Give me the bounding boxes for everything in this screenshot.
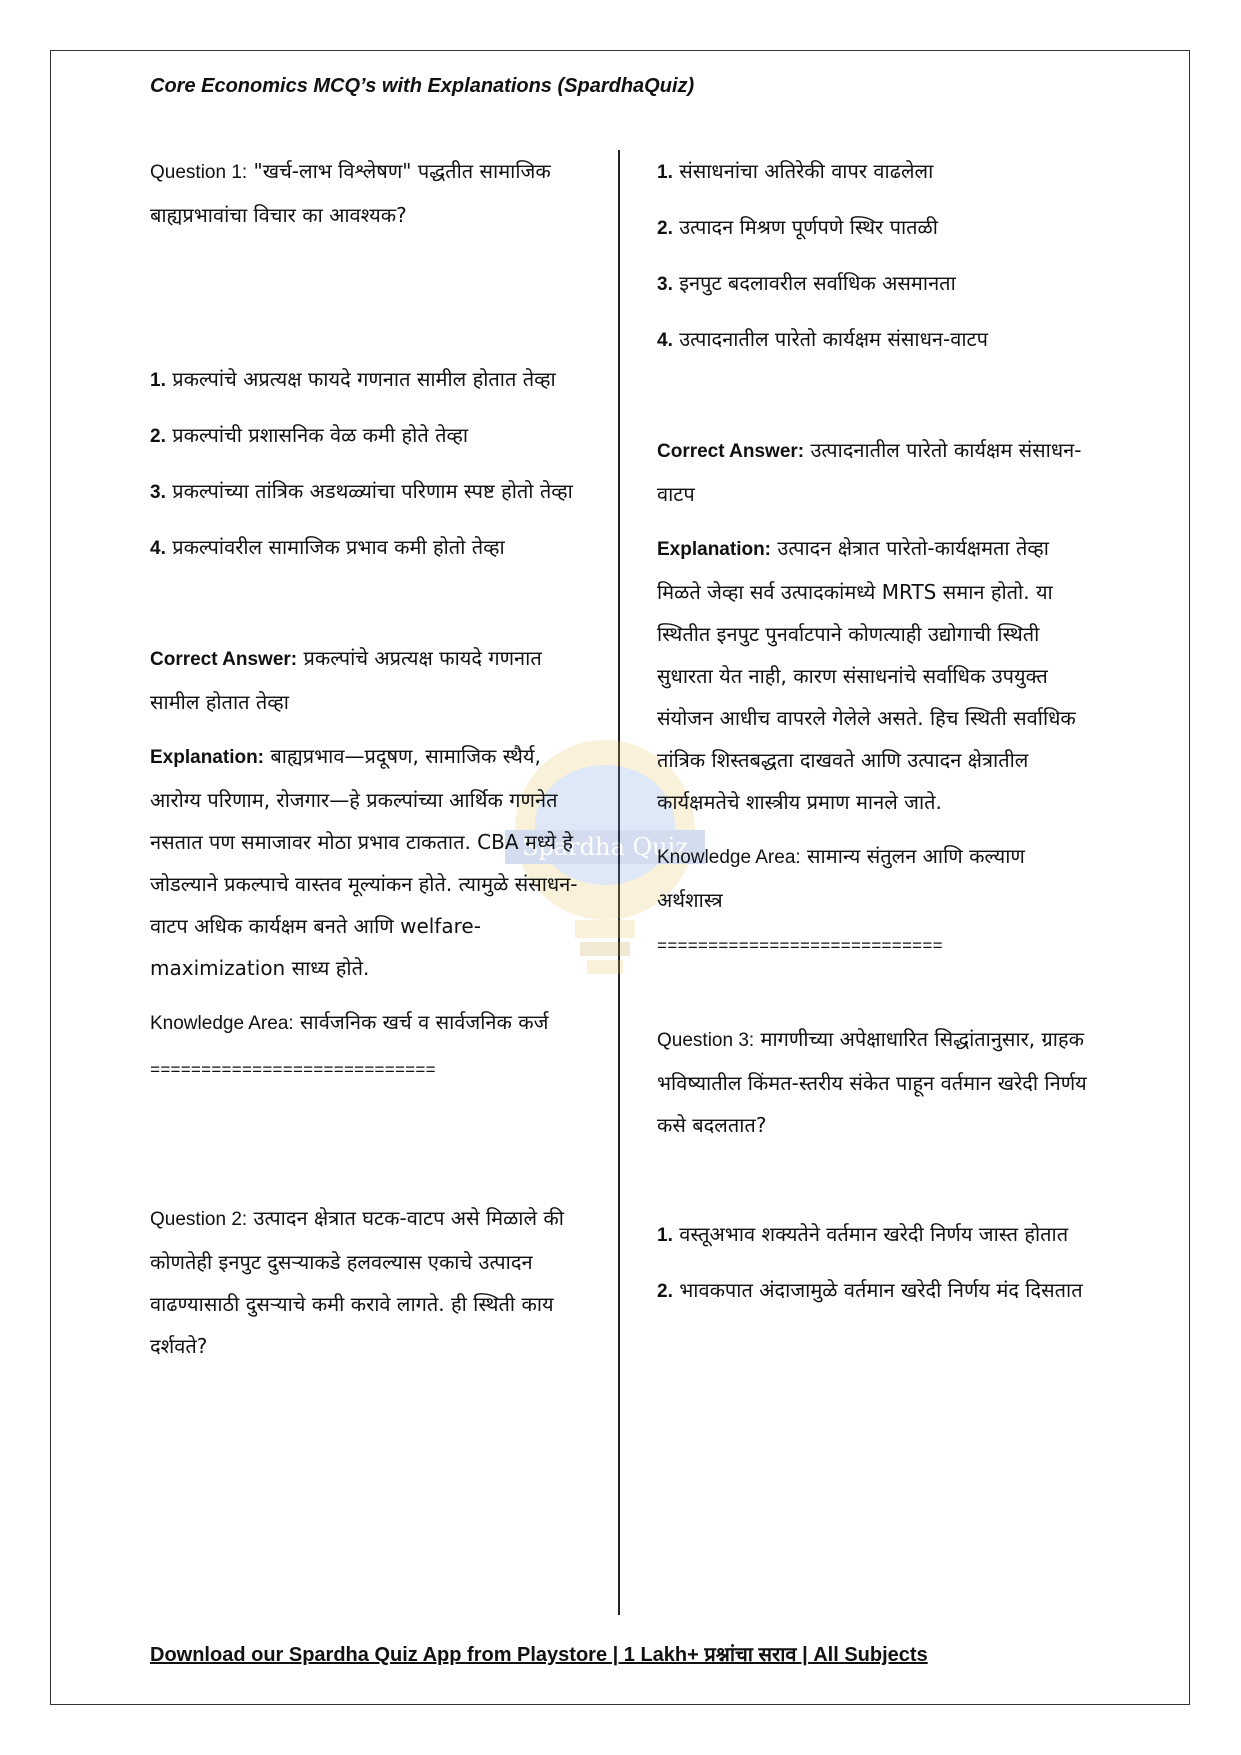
- download-app-link[interactable]: Download our Spardha Quiz App from Playstore | 1 Lakh+ प्रश्नांचा सराव | All Subjects: [150, 1644, 928, 1666]
- q2-knowledge-area: Knowledge Area: सामान्य संतुलन आणि कल्याण अर्थशास्त्र: [657, 844, 1025, 912]
- q1-option-4: 4. प्रकल्पांवरील सामाजिक प्रभाव कमी होतो तेव्हा: [150, 535, 505, 559]
- q1-option-3: 3. प्रकल्पांच्या तांत्रिक अडथळ्यांचा परिणाम स्पष्ट होतो तेव्हा: [150, 479, 573, 503]
- q1-option-1: 1. प्रकल्पांचे अप्रत्यक्ष फायदे गणनात सामील होतात तेव्हा: [150, 367, 556, 391]
- q2-separator: ============================: [657, 938, 943, 957]
- q2-option-4: 4. उत्पादनातील पारेतो कार्यक्षम संसाधन-वाटप: [657, 327, 988, 351]
- watermark-text: Spardha Quiz: [522, 833, 688, 861]
- left-column: [150, 150, 580, 1379]
- right-column: [657, 150, 1087, 1325]
- question-1-text: "खर्च-लाभ विश्लेषण" पद्धतीत सामाजिक बाह्यप्रभावांचा विचार का आवश्यक?: [150, 159, 551, 227]
- question-3: [657, 1018, 1087, 1146]
- q2-option-2: 2. उत्पादन मिश्रण पूर्णपणे स्थिर पातळी: [657, 215, 938, 239]
- question-2-number: Question 2:: [150, 1209, 248, 1230]
- q1-correct-answer: Correct Answer: प्रकल्पांचे अप्रत्यक्ष फायदे गणनात सामील होतात तेव्हा: [150, 646, 542, 714]
- q1-explanation: Explanation: बाह्यप्रभाव—प्रदूषण, सामाजिक स्थैर्य, आरोग्य परिणाम, रोजगार—हे प्रकल्पांच्या आर्थिक गणनेत नसतात पण समाजावर मोठा प्रभाव टाकतात. CBA मध्ये हे जोडल्याने प्रकल्पाचे वास्तव मूल्यांकन होते. त्यामुळे संसाधन-वाटप अधिक कार्यक्षम बनते आणि welfare-maximization साध्य होते.: [150, 744, 578, 980]
- q3-option-1: 1. वस्तूअभाव शक्यतेने वर्तमान खरेदी निर्णय जास्त होतात: [657, 1222, 1069, 1246]
- question-3-number: Question 3:: [657, 1030, 755, 1051]
- q1-separator: ============================: [150, 1062, 436, 1081]
- q2-correct-answer: Correct Answer: उत्पादनातील पारेतो कार्यक्षम संसाधन-वाटप: [657, 438, 1082, 506]
- page-header: Core Economics MCQ’s with Explanations (SpardhaQuiz): [150, 75, 695, 97]
- question-1: [150, 150, 580, 236]
- q2-option-1: 1. संसाधनांचा अतिरेकी वापर वाढलेला: [657, 159, 934, 183]
- question-2: [150, 1197, 580, 1367]
- question-2-text: उत्पादन क्षेत्रात घटक-वाटप असे मिळाले की कोणतेही इनपुट दुसऱ्याकडे हलवल्यास एकाचे उत्पादन वाढण्यासाठी दुसऱ्याचे कमी करावे लागते. ही स्थिती काय दर्शवते?: [150, 1206, 564, 1358]
- question-1-number: Question 1:: [150, 162, 248, 183]
- q3-option-2: 2. भावकपात अंदाजामुळे वर्तमान खरेदी निर्णय मंद दिसतात: [657, 1278, 1083, 1302]
- q1-option-2: 2. प्रकल्पांची प्रशासनिक वेळ कमी होते तेव्हा: [150, 423, 469, 447]
- question-3-text: मागणीच्या अपेक्षाधारित सिद्धांतानुसार, ग्राहक भविष्यातील किंमत-स्तरीय संकेत पाहून वर्तमान खरेदी निर्णय कसे बदलतात?: [657, 1027, 1087, 1137]
- q2-option-3: 3. इनपुट बदलावरील सर्वाधिक असमानता: [657, 271, 956, 295]
- q1-knowledge-area: Knowledge Area: सार्वजनिक खर्च व सार्वजनिक कर्ज: [150, 1010, 549, 1034]
- q2-explanation: Explanation: उत्पादन क्षेत्रात पारेतो-कार्यक्षमता तेव्हा मिळते जेव्हा सर्व उत्पादकांमध्ये MRTS समान होतो. या स्थितीत इनपुट पुनर्वाटपाने कोणत्याही उद्योगाची स्थिती सुधारता येत नाही, कारण संसाधनांचे सर्वाधिक उपयुक्त संयोजन आधीच वापरले गेलेले असते. हिच स्थिती सर्वाधिक तांत्रिक शिस्तबद्धता दाखवते आणि उत्पादन क्षेत्रातील कार्यक्षमतेचे शास्त्रीय प्रमाण मानले जाते.: [657, 536, 1076, 814]
